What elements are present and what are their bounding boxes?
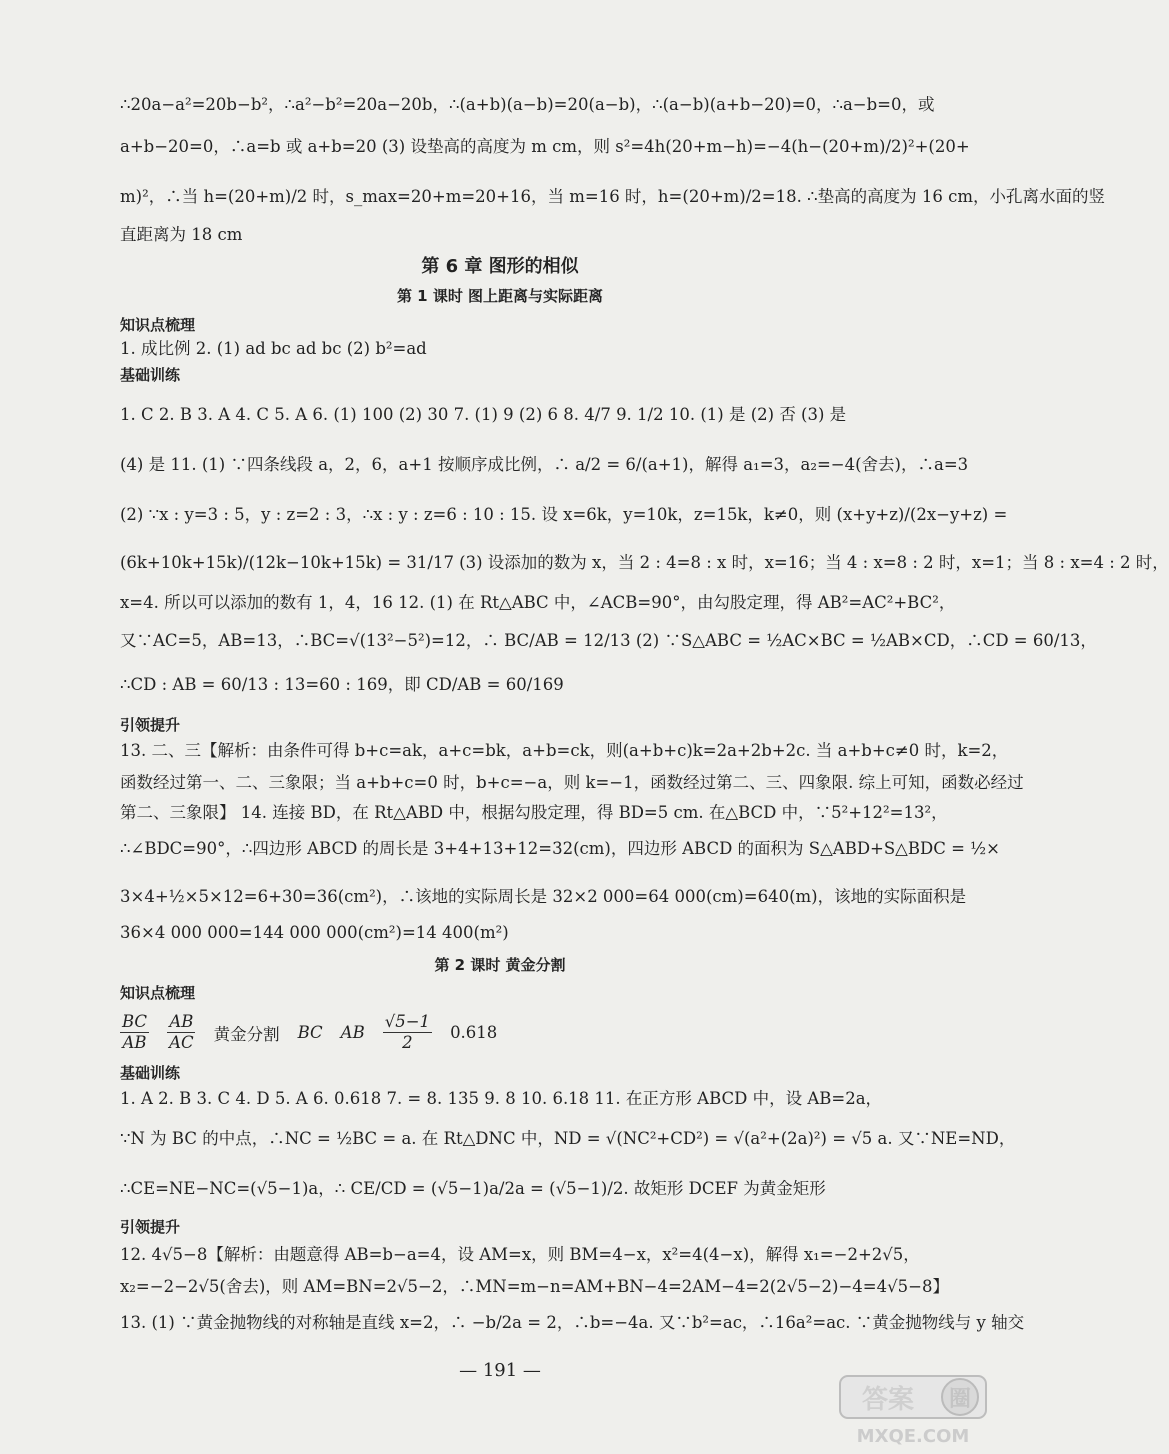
svg-text:圈: 圈 bbox=[948, 1387, 972, 1412]
text-line: 函数经过第一、二、三象限；当 a+b+c=0 时，b+c=−a，则 k=−1，函数经过第二、三、四象限. 综上可知，函数必经过 bbox=[120, 773, 1024, 792]
text-line: 又∵AC=5，AB=13，∴BC=√(13²−5²)=12，∴ BC/AB = 12/13 (2) ∵S△ABC = ½AC×BC = ½AB×CD，∴CD = 60/13， bbox=[120, 631, 1097, 650]
text-line: 13. 二、三【解析：由条件可得 b+c=ak，a+c=bk，a+b=ck，则(a+b+c)k=2a+2b+2c. 当 a+b+c≠0 时，k=2， bbox=[120, 741, 1009, 760]
text-line: (4) 是 11. (1) ∵四条线段 a，2，6，a+1 按顺序成比例，∴ a/2 = 6/(a+1)，解得 a₁=3，a₂=−4(舍去)，∴a=3 bbox=[120, 455, 969, 474]
svg-text:MXQE.COM: MXQE.COM bbox=[856, 1426, 970, 1447]
fraction bbox=[120, 1012, 149, 1053]
fraction-numerator: √5−1 bbox=[384, 1012, 431, 1031]
text-line: 第二、三象限】 14. 连接 BD，在 Rt△ABD 中，根据勾股定理，得 BD=5 cm. 在△BCD 中，∵5²+12²=13²， bbox=[120, 803, 948, 822]
section-heading: 知识点梳理 bbox=[120, 316, 196, 334]
text-line: (2) ∵x : y=3 : 5，y : z=2 : 3，∴x : y : z=6 : 10 : 15. 设 x=6k，y=10k，z=15k，k≠0，则 (x+y+z)/(2x−y+z) = bbox=[120, 505, 1008, 524]
text-line: 13. (1) ∵黄金抛物线的对称轴是直线 x=2，∴ −b/2a = 2，∴b=−4a. 又∵b²=ac，∴16a²=ac. ∵黄金抛物线与 y 轴交 bbox=[120, 1313, 1025, 1332]
text-line: (6k+10k+15k)/(12k−10k+15k) = 31/17 (3) 设添加的数为 x，当 2 : 4=8 : x 时，x=16；当 4 : x=8 : 2 时，x=1；当 8 : x=4 : 2 时， bbox=[120, 553, 1169, 572]
text-line: ∵N 为 BC 的中点，∴NC = ½BC = a. 在 Rt△DNC 中，ND = √(NC²+CD²) = √(a²+(2a)²) = √5 a. 又∵NE=ND， bbox=[120, 1129, 1016, 1148]
page-number: — 191 — bbox=[459, 1360, 541, 1381]
fraction-denominator: 2 bbox=[402, 1033, 413, 1052]
lesson-title: 第 2 课时 黄金分割 bbox=[434, 956, 566, 974]
golden-ratio-answers bbox=[120, 1012, 497, 1053]
chapter-title: 第 6 章 图形的相似 bbox=[421, 256, 579, 277]
watermark-logo bbox=[838, 1372, 988, 1448]
text-line: a+b−20=0，∴a=b 或 a+b=20 (3) 设垫高的高度为 m cm，则 s²=4h(20+m−h)=−4(h−(20+m)/2)²+(20+ bbox=[120, 137, 970, 156]
section-heading: 引领提升 bbox=[120, 716, 181, 734]
fraction-numerator: BC bbox=[122, 1012, 148, 1031]
text-line: m)²，∴当 h=(20+m)/2 时，s_max=20+m=20+16，当 m=16 时，h=(20+m)/2=18. ∴垫高的高度为 16 cm，小孔离水面的竖 bbox=[120, 187, 1105, 206]
answer-text: AB bbox=[340, 1023, 365, 1042]
fraction-numerator: AB bbox=[169, 1012, 194, 1031]
answer-text: 黄金分割 bbox=[213, 1024, 280, 1044]
section-heading: 引领提升 bbox=[120, 1218, 181, 1236]
section-heading: 基础训练 bbox=[120, 1064, 181, 1082]
text-line: x=4. 所以可以添加的数有 1，4，16 12. (1) 在 Rt△ABC 中，∠ACB=90°，由勾股定理，得 AB²=AC²+BC²， bbox=[120, 593, 956, 612]
text-line: ∴20a−a²=20b−b²，∴a²−b²=20a−20b，∴(a+b)(a−b)=20(a−b)，∴(a−b)(a+b−20)=0，∴a−b=0，或 bbox=[120, 95, 935, 114]
fraction bbox=[383, 1012, 432, 1053]
svg-text:答案: 答案 bbox=[861, 1385, 915, 1415]
text-line: ∴CE=NE−NC=(√5−1)a，∴ CE/CD = (√5−1)a/2a = (√5−1)/2. 故矩形 DCEF 为黄金矩形 bbox=[120, 1179, 826, 1198]
text-line: 直距离为 18 cm bbox=[120, 225, 243, 244]
answer-text: 0.618 bbox=[450, 1023, 498, 1042]
lesson-title: 第 1 课时 图上距离与实际距离 bbox=[396, 287, 604, 305]
text-line: 1. C 2. B 3. A 4. C 5. A 6. (1) 100 (2) 30 7. (1) 9 (2) 6 8. 4/7 9. 1/2 10. (1) 是 (2) 否 (3) 是 bbox=[120, 405, 847, 424]
fraction bbox=[167, 1012, 196, 1053]
text-line: ∴∠BDC=90°，∴四边形 ABCD 的周长是 3+4+13+12=32(cm)，四边形 ABCD 的面积为 S△ABD+S△BDC = ½× bbox=[120, 839, 1000, 858]
fraction-denominator: AB bbox=[122, 1033, 147, 1052]
text-line: 36×4 000 000=144 000 000(cm²)=14 400(m²) bbox=[120, 923, 509, 942]
text-line: 1. A 2. B 3. C 4. D 5. A 6. 0.618 7. = 8. 135 9. 8 10. 6.18 11. 在正方形 ABCD 中，设 AB=2a， bbox=[120, 1089, 883, 1108]
text-line: x₂=−2−2√5(舍去)，则 AM=BN=2√5−2，∴MN=m−n=AM+BN−4=2AM−4=2(2√5−2)−4=4√5−8】 bbox=[120, 1277, 949, 1296]
text-line: 3×4+½×5×12=6+30=36(cm²)，∴该地的实际周长是 32×2 000=64 000(cm)=640(m)，该地的实际面积是 bbox=[120, 887, 967, 906]
answer-text: BC bbox=[297, 1023, 323, 1042]
text-line: ∴CD : AB = 60/13 : 13=60 : 169，即 CD/AB = 60/169 bbox=[120, 675, 564, 694]
section-heading: 知识点梳理 bbox=[120, 984, 196, 1002]
section-heading: 基础训练 bbox=[120, 366, 181, 384]
text-line: 12. 4√5−8【解析：由题意得 AB=b−a=4，设 AM=x，则 BM=4−x，x²=4(4−x)，解得 x₁=−2+2√5， bbox=[120, 1245, 920, 1264]
text-line: 1. 成比例 2. (1) ad bc ad bc (2) b²=ad bbox=[120, 339, 427, 358]
fraction-denominator: AC bbox=[169, 1033, 194, 1052]
